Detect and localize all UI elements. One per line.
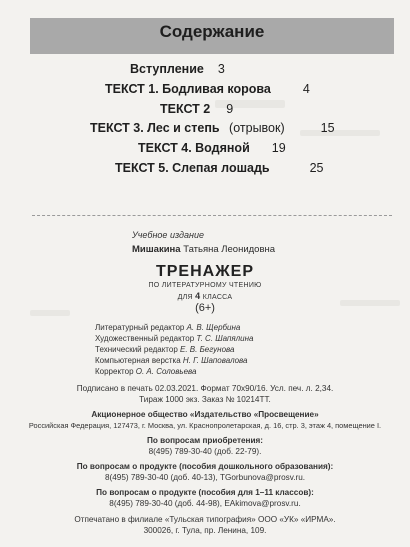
- credit-name: Т. С. Шапялина: [196, 334, 254, 343]
- toc-label: ТЕКСТ 2: [160, 102, 211, 116]
- credit-role: Компьютерная верстка: [95, 356, 181, 365]
- purchase-heading: По вопросам приобретения:: [147, 436, 263, 445]
- age-rating: (6+): [195, 302, 215, 314]
- credit-role: Корректор: [95, 367, 134, 376]
- preschool-contact: 8(495) 789-30-40 (доб. 40-13), TGorbunova@prosv.ru.: [104, 473, 306, 482]
- grades-heading: По вопросам о продукте (пособия для 1–11 классов):: [96, 488, 314, 497]
- grade-suffix: КЛАССА: [202, 294, 233, 301]
- toc-page: 15: [320, 121, 335, 135]
- toc-page: 4: [302, 82, 310, 96]
- toc-page: 3: [217, 62, 225, 76]
- credit-line: [95, 344, 253, 355]
- cut-line: [32, 215, 392, 216]
- credit-name: А. В. Щербина: [186, 323, 241, 332]
- credit-role: Технический редактор: [95, 345, 178, 354]
- book-title: ТРЕНАЖЕР: [155, 263, 255, 280]
- grade-number: 4: [195, 291, 201, 301]
- printer-address: 300026, г. Тула, пр. Ленина, 109.: [143, 526, 267, 535]
- toc-label: ТЕКСТ 5. Слепая лошадь: [115, 161, 270, 175]
- credit-name: Е. В. Бегунова: [180, 345, 235, 354]
- toc-item: [90, 121, 335, 135]
- toc-item: [115, 161, 324, 175]
- author-surname: Мишакина: [132, 244, 181, 255]
- preschool-heading: По вопросам о продукте (пособия дошкольного образования):: [76, 462, 334, 471]
- purchase-phone: 8(495) 789-30-40 (доб. 22-79).: [148, 447, 262, 456]
- toc-label-extra: (отрывок): [229, 121, 285, 135]
- author-name: Татьяна Леонидовна: [183, 244, 276, 255]
- toc-page: 9: [226, 102, 234, 116]
- printed-by: Отпечатано в филиале «Тульская типография» ООО «УК» «ИРМА».: [74, 515, 336, 524]
- grade-line: [0, 291, 410, 301]
- credit-line: [95, 333, 253, 344]
- credit-role: Литературный редактор: [95, 323, 185, 332]
- grades-contact: 8(495) 789-30-40 (доб. 44-98), EAkimova@prosv.ru.: [109, 499, 301, 508]
- toc-label: Вступление: [130, 62, 204, 76]
- credit-role: Художественный редактор: [95, 334, 195, 343]
- credit-name: О. А. Соловьева: [135, 367, 197, 376]
- publisher-address: Российская Федерация, 127473, г. Москва, ул. Краснопролетарская, д. 16, стр. 3, этаж 4, помещение I.: [28, 421, 382, 430]
- toc-item: [160, 102, 233, 116]
- book-subtitle: ПО ЛИТЕРАТУРНОМУ ЧТЕНИЮ: [148, 282, 262, 289]
- page-title: Содержание: [159, 22, 265, 41]
- print-details: Подписано в печать 02.03.2021. Формат 70х90/16. Усл. печ. л. 2,34.: [76, 384, 334, 393]
- toc-label: ТЕКСТ 3. Лес и степь: [90, 121, 220, 135]
- toc-label: ТЕКСТ 4. Водяной: [138, 141, 250, 155]
- publisher-name: Акционерное общество «Издательство «Просвещение»: [91, 410, 319, 419]
- toc-page: 25: [309, 161, 324, 175]
- credit-line: [95, 366, 253, 377]
- credit-line: [95, 322, 253, 333]
- author: [132, 244, 275, 255]
- credits-block: [95, 322, 253, 377]
- toc-item: [105, 82, 310, 96]
- print-run: Тираж 1000 экз. Заказ № 10214ТТ.: [139, 395, 271, 404]
- credit-line: [95, 355, 253, 366]
- credit-name: Н. Г. Шаповалова: [182, 356, 248, 365]
- toc-label: ТЕКСТ 1. Бодливая корова: [105, 82, 271, 96]
- grade-prefix: ДЛЯ: [177, 294, 193, 301]
- toc-item: [138, 141, 286, 155]
- toc-item: [130, 62, 225, 76]
- edition-type: Учебное издание: [132, 230, 204, 240]
- toc-page: 19: [271, 141, 286, 155]
